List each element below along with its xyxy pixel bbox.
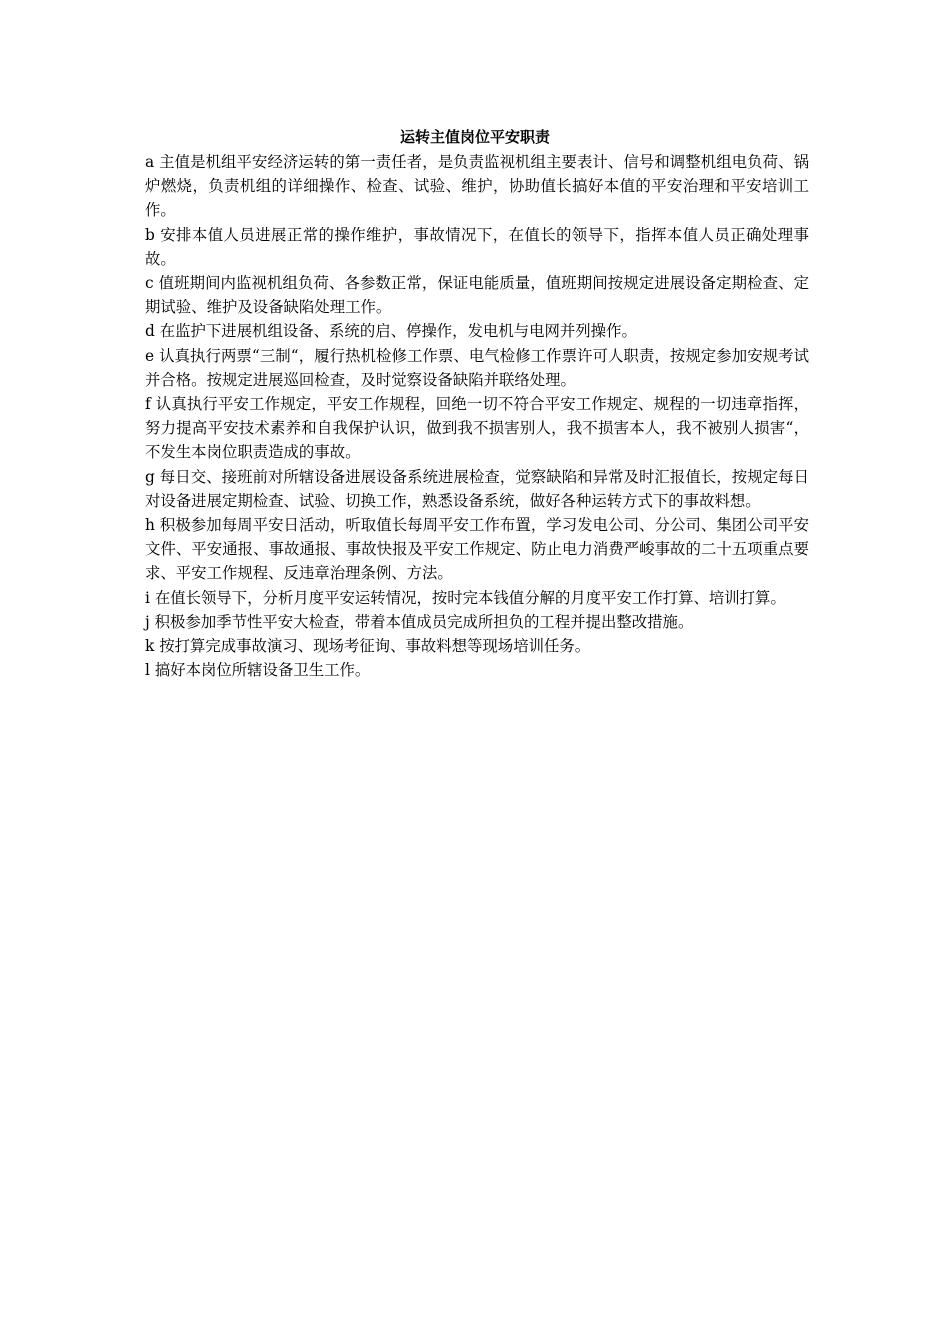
paragraph-g: g 每日交、接班前对所辖设备进展设备系统进展检查，觉察缺陷和异常及时汇报值长，按规定每日对设备进展定期检查、试验、切换工作，熟悉设备系统，做好各种运转方式下的事故料想。 — [145, 467, 809, 510]
paragraph-f: f 认真执行平安工作规定，平安工作规程，回绝一切不符合平安工作规定、规程的一切违章指挥，努力提高平安技术素养和自我保护认识，做到我不损害别人，我不损害本人，我不被别人损害“， 不发生本岗位职责造成的事故。 — [145, 395, 809, 462]
paragraph-a: a 主值是机组平安经济运转的第一责任者，是负责监视机组主要表计、信号和调整机组电负荷、锅炉燃烧，负责机组的详细操作、检查、试验、维护，协助值长搞好本值的平安治理和平安培训工作。 — [145, 153, 809, 220]
paragraph-k: k 按打算完成事故演习、现场考征询、事故料想等现场培训任务。 — [145, 637, 591, 656]
paragraph-b: b 安排本值人员进展正常的操作维护，事故情况下，在值长的领导下，指挥本值人员正确处理事故。 — [145, 225, 809, 268]
document-body — [145, 150, 809, 682]
paragraph-l: l 搞好本岗位所辖设备卫生工作。 — [145, 661, 371, 680]
paragraph-e: e 认真执行两票“三制“，履行热机检修工作票、电气检修工作票许可人职责，按规定参加安规考试并合格。按规定进展巡回检查，及时觉察设备缺陷并联络处理。 — [145, 346, 809, 389]
paragraph-c: c 值班期间内监视机组负荷、各参数正常，保证电能质量，值班期间按规定进展设备定期检查、定期试验、维护及设备缺陷处理工作。 — [145, 274, 809, 317]
paragraph-i: i 在值长领导下，分析月度平安运转情况，按时完本钱值分解的月度平安工作打算、培训打算。 — [145, 588, 786, 607]
paragraph-h: h 积极参加每周平安日活动，听取值长每周平安工作布置，学习发电公司、分公司、集团公司平安文件、平安通报、事故通报、事故快报及平安工作规定、防止电力消费严峻事故的二十五项重点要求、平安工作规程、反违章治理条例、方法。 — [145, 516, 809, 583]
document-title: 运转主值岗位平安职责 — [399, 128, 550, 146]
paragraph-j: j 积极参加季节性平安大检查，带着本值成员完成所担负的工程并提出整改措施。 — [145, 612, 694, 631]
paragraph-d: d 在监护下进展机组设备、系统的启、停操作，发电机与电网并列操作。 — [145, 322, 637, 341]
